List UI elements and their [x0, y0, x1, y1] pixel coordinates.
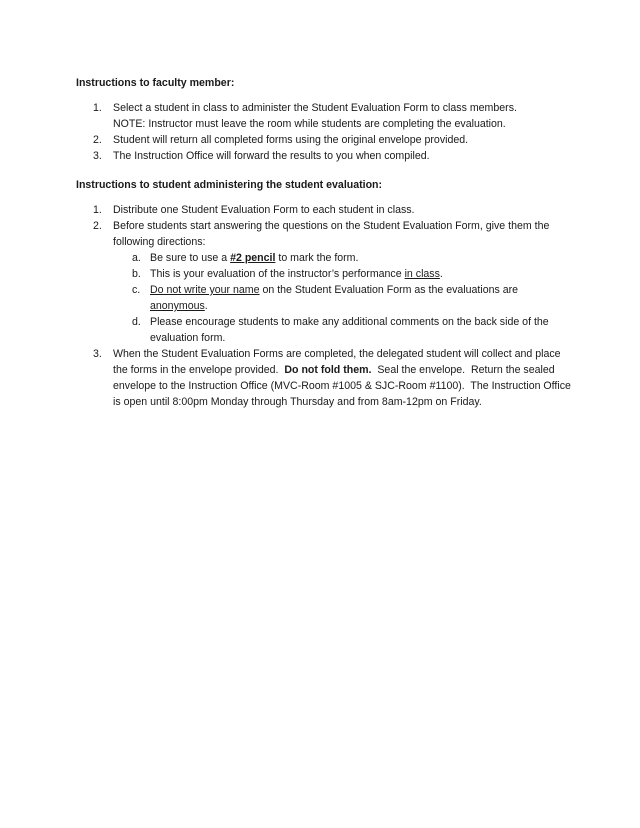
sublist-text: . [439, 268, 443, 280]
list-item [76, 202, 576, 218]
do-not-fold-emphasis: Do not fold them. [284, 364, 372, 376]
sublist-letter: b. [132, 268, 141, 280]
sublist-letter: c. [132, 284, 141, 296]
faculty-instructions-list [76, 100, 576, 164]
list-item-text: When the Student Evaluation Forms are completed, the delegated student will collect and place the forms in the envelope provided. [113, 348, 561, 376]
sublist-text: . [204, 300, 208, 312]
list-item [76, 132, 576, 148]
sublist-letter: a. [132, 252, 141, 264]
list-item-text: The Instruction Office will forward the results to you when compiled. [113, 150, 430, 162]
sublist-text: Be sure to use a [150, 252, 231, 264]
list-item-text: Select a student in class to administer the Student Evaluation Form to class members. [113, 102, 517, 114]
list-item [76, 346, 576, 410]
in-class-emphasis: in class [404, 268, 440, 280]
sublist-text: Please encourage students to make any additional comments on the back side of the evaluation form. [150, 316, 549, 344]
list-number: 3. [93, 150, 102, 162]
list-item-text: Student will return all completed forms using the original envelope provided. [113, 134, 469, 146]
instructor-note: NOTE: Instructor must leave the room while students are completing the evaluation. [113, 118, 506, 130]
list-number: 2. [93, 220, 102, 232]
list-number: 1. [93, 102, 102, 114]
list-number: 1. [93, 204, 102, 216]
directions-sublist [113, 250, 576, 346]
no-name-emphasis: Do not write your name [150, 284, 260, 296]
sublist-item [76, 266, 576, 282]
list-item-text: Distribute one Student Evaluation Form to each student in class. [113, 204, 415, 216]
sublist-text: This is your evaluation of the instructor’s performance [150, 268, 405, 280]
list-item [76, 148, 576, 164]
faculty-instructions-heading: Instructions to faculty member: [76, 77, 235, 89]
pencil-emphasis: #2 pencil [230, 252, 276, 264]
list-item [76, 218, 576, 346]
sublist-letter: d. [132, 316, 141, 328]
student-instructions-heading: Instructions to student administering the student evaluation: [76, 179, 383, 191]
list-item-text: Seal the envelope. Return the sealed envelope to the Instruction Office (MVC-Room #1005 & SJC-Room #1100). The Instruction Office is open until 8:00pm Monday through Thursday and from 8am-12pm on Friday. [113, 364, 571, 408]
sublist-item [76, 282, 576, 314]
sublist-text: on the Student Evaluation Form as the evaluations are [259, 284, 519, 296]
sublist-item [76, 250, 576, 266]
list-number: 3. [93, 348, 102, 360]
sublist-item [76, 314, 576, 346]
sublist-text: to mark the form. [275, 252, 359, 264]
list-item [76, 100, 576, 132]
student-instructions-list [76, 202, 576, 410]
anonymous-emphasis: anonymous [150, 300, 205, 312]
list-item-text: Before students start answering the questions on the Student Evaluation Form, give them the following directions: [113, 220, 550, 248]
list-number: 2. [93, 134, 102, 146]
